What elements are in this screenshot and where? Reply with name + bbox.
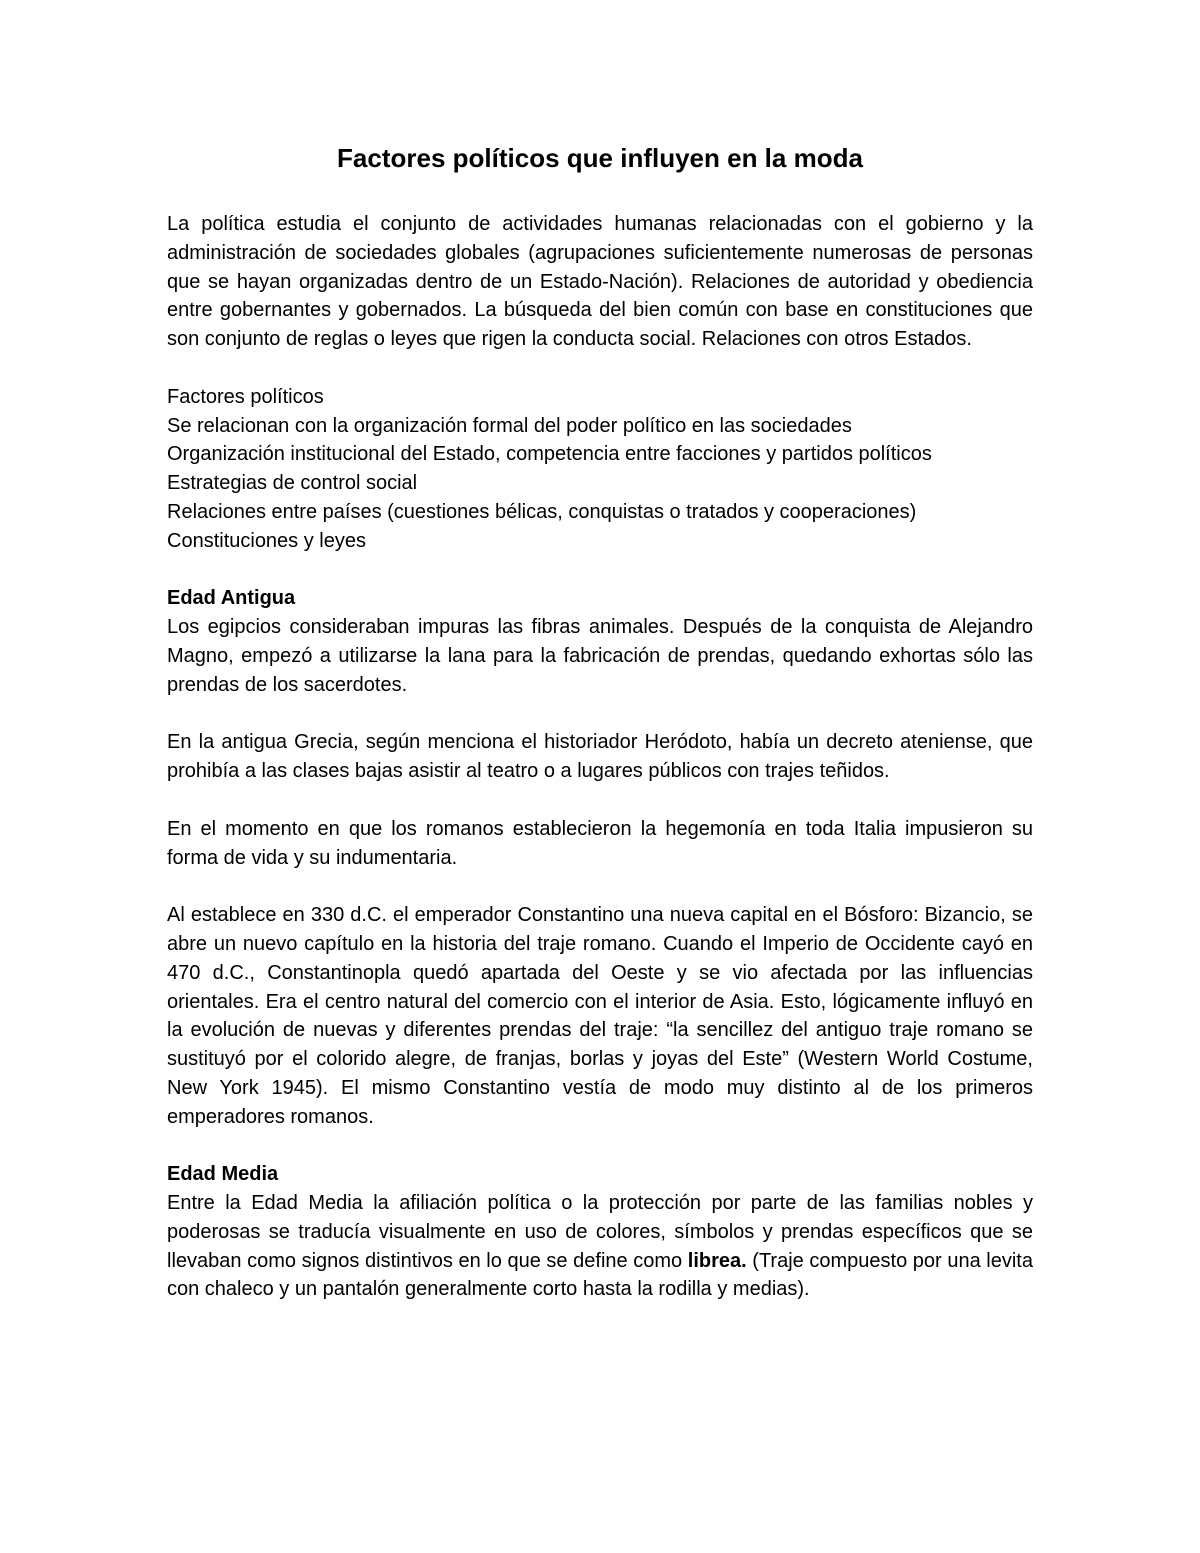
edad-antigua-heading: Edad Antigua bbox=[167, 587, 296, 610]
librea-term: librea. bbox=[687, 1249, 747, 1272]
factors-heading: Factores políticos bbox=[167, 385, 324, 408]
paragraph-gap bbox=[167, 872, 1033, 901]
edad-media-text-after: (Traje compuesto por una levita con chaleco y un pantalón generalmente corto hasta la rodilla y medias). bbox=[167, 1249, 1033, 1301]
factor-item: Estrategias de control social bbox=[167, 472, 418, 495]
paragraph-gap bbox=[167, 1132, 1033, 1161]
edad-media-section bbox=[167, 1160, 1033, 1304]
paragraph-gap bbox=[167, 786, 1033, 815]
document-body bbox=[167, 140, 1033, 1304]
factors-section bbox=[167, 383, 1033, 556]
intro-paragraph: La política estudia el conjunto de actividades humanas relacionadas con el gobierno y la administración de sociedades globales (agrupaciones suficientemente numerosas de personas que se hayan organizadas dentro de un Estado-Nación). Relaciones de autoridad y obediencia entre gobernantes y gobernados. La búsqueda del bien común con base en constituciones que son conjunto de reglas o leyes que rigen la conducta social. Relaciones con otros Estados. bbox=[167, 213, 1033, 351]
paragraph-gap bbox=[167, 354, 1033, 383]
document-title: Factores políticos que influyen en la moda bbox=[337, 143, 863, 173]
edad-antigua-paragraph: En el momento en que los romanos establecieron la hegemonía en toda Italia impusieron su forma de vida y su indumentaria. bbox=[167, 817, 1033, 869]
edad-antigua-section bbox=[167, 584, 1033, 1131]
paragraph-gap bbox=[167, 556, 1033, 585]
edad-antigua-paragraph: Al establece en 330 d.C. el emperador Constantino una nueva capital en el Bósforo: Bizancio, se abre un nuevo capítulo en la historia del traje romano. Cuando el Imperio de Occidente cayó en 470 d.C., Constantinopla quedó apartada del Oeste y se vio afectada por las influencias orientales. Era el centro natural del comercio con el interior de Asia. Esto, lógicamente influyó en la evolución de nuevas y diferentes prendas del traje: “la sencillez del antiguo traje romano se sustituyó por el colorido alegre, de franjas, borlas y joyas del Este” (Western World Costume, New York 1945). El mismo Constantino vestía de modo muy distinto al de los primeros emperadores romanos. bbox=[167, 904, 1033, 1128]
factor-item: Organización institucional del Estado, competencia entre facciones y partidos políticos bbox=[167, 443, 932, 466]
factor-item: Se relacionan con la organización formal del poder político en las sociedades bbox=[167, 414, 852, 437]
edad-antigua-paragraph: En la antigua Grecia, según menciona el historiador Heródoto, había un decreto ateniense, que prohibía a las clases bajas asistir al teatro o a lugares públicos con trajes teñidos. bbox=[167, 731, 1033, 783]
factor-item: Relaciones entre países (cuestiones bélicas, conquistas o tratados y cooperaciones) bbox=[167, 500, 917, 523]
factor-item: Constituciones y leyes bbox=[167, 529, 366, 552]
edad-media-text-before: Entre la Edad Media la afiliación política o la protección por parte de las familias nobles y poderosas se traducía visualmente en uso de colores, símbolos y prendas específicos que se llevaban como signos distintivos en lo que se define como bbox=[167, 1192, 1033, 1272]
edad-antigua-paragraph: Los egipcios consideraban impuras las fibras animales. Después de la conquista de Alejandro Magno, empezó a utilizarse la lana para la fabricación de prendas, quedando exhortas sólo las prendas de los sacerdotes. bbox=[167, 616, 1033, 696]
paragraph-gap bbox=[167, 700, 1033, 729]
edad-media-heading: Edad Media bbox=[167, 1163, 279, 1186]
edad-media-paragraph bbox=[167, 1189, 1033, 1304]
